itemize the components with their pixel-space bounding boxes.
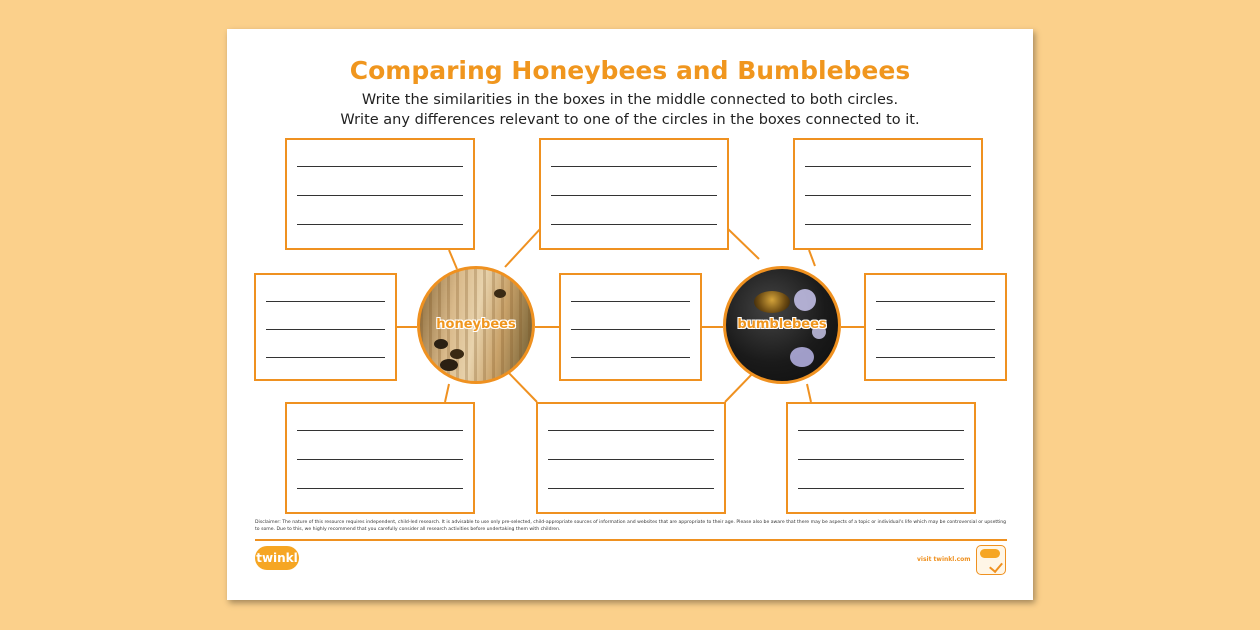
- worksheet-title: Comparing Honeybees and Bumblebees: [349, 56, 911, 85]
- writing-line: [548, 488, 714, 489]
- disclaimer-text: Disclaimer: The nature of this resource requires independent, child-led research. It is advisable to use only pre-selected, child-appropriate sources of information and websites that are appropriate to their age. Please also be aware that there may be aspects of a topic or individual's life which may be controversial or upsetting to some. Due to this, we highly recommend that you carefully consider all research activities before undertaking them with children.: [255, 520, 1007, 532]
- answer-box-bottom-left[interactable]: [285, 402, 475, 514]
- quality-standard-badge-icon: [976, 545, 1006, 575]
- honeybee-photo-detail: [494, 289, 506, 298]
- writing-line: [297, 166, 463, 167]
- flower-photo-detail: [794, 289, 816, 311]
- bumblebee-photo-detail: [754, 291, 790, 313]
- honeybee-photo-detail: [434, 339, 448, 349]
- writing-line: [571, 357, 690, 358]
- answer-box-middle-right[interactable]: [864, 273, 1007, 381]
- writing-line: [297, 488, 463, 489]
- writing-line: [805, 195, 971, 196]
- writing-line: [876, 357, 995, 358]
- answer-box-center[interactable]: [559, 273, 702, 381]
- writing-line: [876, 329, 995, 330]
- writing-line: [798, 459, 964, 460]
- writing-line: [876, 301, 995, 302]
- answer-box-top-right[interactable]: [793, 138, 983, 250]
- writing-line: [571, 329, 690, 330]
- writing-line: [266, 329, 385, 330]
- badge-logo-icon: [980, 549, 1000, 558]
- honeybee-photo-detail: [440, 359, 458, 371]
- answer-box-middle-left[interactable]: [254, 273, 397, 381]
- worksheet-page: [227, 29, 1033, 600]
- writing-line: [805, 166, 971, 167]
- honeybees-circle: [417, 266, 535, 384]
- answer-box-bottom-right[interactable]: [786, 402, 976, 514]
- answer-box-top-left[interactable]: [285, 138, 475, 250]
- bumblebees-circle: [723, 266, 841, 384]
- visit-link[interactable]: visit twinkl.com: [917, 556, 971, 563]
- writing-line: [266, 357, 385, 358]
- writing-line: [805, 224, 971, 225]
- writing-line: [297, 459, 463, 460]
- instruction-line-2: Write any differences relevant to one of the circles in the boxes connected to it.: [340, 112, 920, 128]
- writing-line: [297, 195, 463, 196]
- honeybees-label: honeybees: [436, 317, 516, 332]
- writing-line: [266, 301, 385, 302]
- flower-photo-detail: [790, 347, 814, 367]
- writing-line: [798, 430, 964, 431]
- footer-divider: [255, 539, 1007, 541]
- answer-box-top-middle[interactable]: [539, 138, 729, 250]
- instruction-line-1: Write the similarities in the boxes in the middle connected to both circles.: [361, 92, 899, 108]
- writing-line: [297, 224, 463, 225]
- writing-line: [548, 430, 714, 431]
- writing-line: [551, 195, 717, 196]
- writing-line: [798, 488, 964, 489]
- writing-line: [548, 459, 714, 460]
- twinkl-logo-icon[interactable]: twinkl: [255, 546, 299, 570]
- writing-line: [297, 430, 463, 431]
- writing-line: [571, 301, 690, 302]
- bumblebees-label: bumblebees: [737, 317, 827, 332]
- check-icon: [989, 559, 1003, 573]
- answer-box-bottom-middle[interactable]: [536, 402, 726, 514]
- writing-line: [551, 166, 717, 167]
- writing-line: [551, 224, 717, 225]
- honeybee-photo-detail: [450, 349, 464, 359]
